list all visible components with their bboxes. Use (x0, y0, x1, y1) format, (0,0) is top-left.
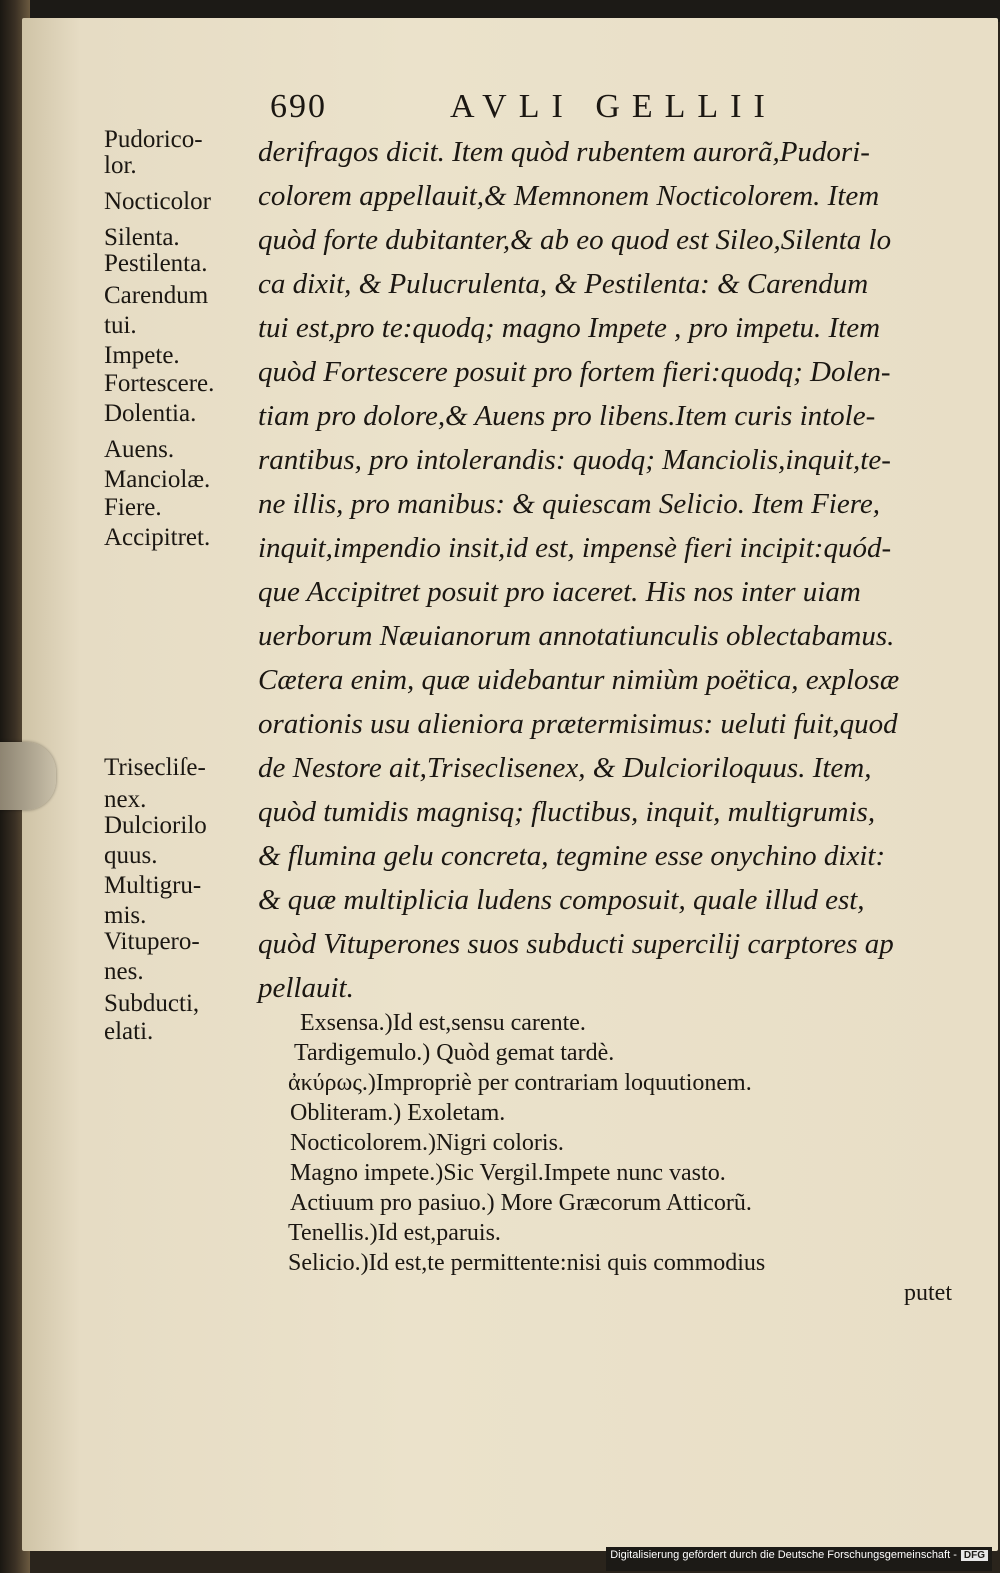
text-line: quòd Vituperones suos subducti supercilij carptores ap (258, 928, 894, 960)
margin-note: lor. (104, 152, 137, 179)
text-line: Cætera enim, quæ uidebantur nimiùm poëtica, explosæ (258, 664, 900, 696)
book-clasp (0, 742, 56, 810)
catchword: putet (904, 1280, 952, 1306)
margin-note: Pudorico- (104, 126, 203, 153)
margin-note: Dulciorilo (104, 812, 207, 839)
annotation-line: Tardigemulo.) Quòd gemat tardè. (294, 1040, 615, 1066)
margin-note: elati. (104, 1018, 154, 1045)
margin-note: nes. (104, 958, 144, 985)
margin-note: Fiere. (104, 494, 162, 521)
margin-note: Impete. (104, 342, 180, 369)
dfg-logo: DFG (961, 1550, 988, 1561)
text-line: de Nestore ait,Triseclisenex, & Dulcioriloquus. Item, (258, 752, 872, 784)
text-line: derifragos dicit. Item quòd rubentem aurorã,Pudori- (258, 136, 870, 168)
text-line: rantibus, pro intolerandis: quodq; Manciolis,inquit,te- (258, 444, 891, 476)
text-line: orationis usu alieniora prætermisimus: ueluti fuit,quod (258, 708, 898, 740)
text-line: & flumina gelu concreta, tegmine esse onychino dixit: (258, 840, 886, 872)
text-line: colorem appellauit,& Memnonem Nocticolorem. Item (258, 180, 880, 212)
annotation-line: Tenellis.)Id est,paruis. (288, 1220, 501, 1246)
text-line: uerborum Næuianorum annotatiunculis oblectabamus. (258, 620, 895, 652)
text-line: ne illis, pro manibus: & quiescam Selicio. Item Fiere, (258, 488, 881, 520)
margin-note: Accipitret. (104, 524, 211, 551)
text-line: pellauit. (258, 972, 354, 1004)
margin-note: Dolentia. (104, 400, 197, 427)
margin-note: Vitupero- (104, 928, 200, 955)
margin-note: Manciolæ. (104, 466, 211, 493)
annotation-line: Obliteram.) Exoletam. (290, 1100, 506, 1126)
text-line: quòd tumidis magnisq; fluctibus, inquit, multigrumis, (258, 796, 876, 828)
text-line: tiam pro dolore,& Auens pro libens.Item curis intole- (258, 400, 876, 432)
margin-note: mis. (104, 902, 147, 929)
text-line: & quæ multiplicia ludens composuit, quale illud est, (258, 884, 865, 916)
page-header (270, 88, 950, 128)
credit-text: Digitalisierung gefördert durch die Deutsche Forschungsgemeinschaft - (610, 1549, 957, 1561)
running-head: AVLI GELLII (450, 88, 777, 125)
annotation-line: Selicio.)Id est,te permittente:nisi quis commodius (288, 1250, 766, 1276)
margin-note: tui. (104, 312, 137, 339)
margin-note: Silenta. (104, 224, 180, 251)
margin-note: nex. (104, 786, 147, 813)
annotation-line: Exsensa.)Id est,sensu carente. (300, 1010, 586, 1036)
margin-note: Nocticolor (104, 188, 211, 215)
margin-note: quus. (104, 842, 158, 869)
margin-note: Auens. (104, 436, 175, 463)
margin-note: Fortescere. (104, 370, 215, 397)
annotation-line: Magno impete.)Sic Vergil.Impete nunc vasto. (290, 1160, 726, 1186)
annotation-line: ἀκύρως.)Impropriè per contrariam loquutionem. (288, 1070, 752, 1096)
margin-note: Multigru- (104, 872, 202, 899)
text-line: tui est,pro te:quodq; magno Impete , pro impetu. Item (258, 312, 881, 344)
text-line: que Accipitret posuit pro iaceret. His nos inter uiam (258, 576, 861, 608)
text-line: ca dixit, & Pulucrulenta, & Pestilenta: & Carendum (258, 268, 869, 300)
text-line: inquit,impendio insit,id est, impensè fieri incipit:quód- (258, 532, 892, 564)
page-number: 690 (270, 88, 327, 125)
annotation-line: Actiuum pro pasiuo.) More Græcorum Atticorũ. (290, 1190, 752, 1216)
margin-note: Subducti, (104, 990, 200, 1017)
digitization-credit (606, 1547, 992, 1571)
text-line: quòd forte dubitanter,& ab eo quod est Sileo,Silenta lo (258, 224, 892, 256)
text-line: quòd Fortescere posuit pro fortem fieri:quodq; Dolen- (258, 356, 891, 388)
annotation-line: Nocticolorem.)Nigri coloris. (290, 1130, 564, 1156)
margin-note: Carendum (104, 282, 209, 309)
margin-note: Trisecliſe- (104, 754, 206, 781)
margin-note: Pestilenta. (104, 250, 208, 277)
